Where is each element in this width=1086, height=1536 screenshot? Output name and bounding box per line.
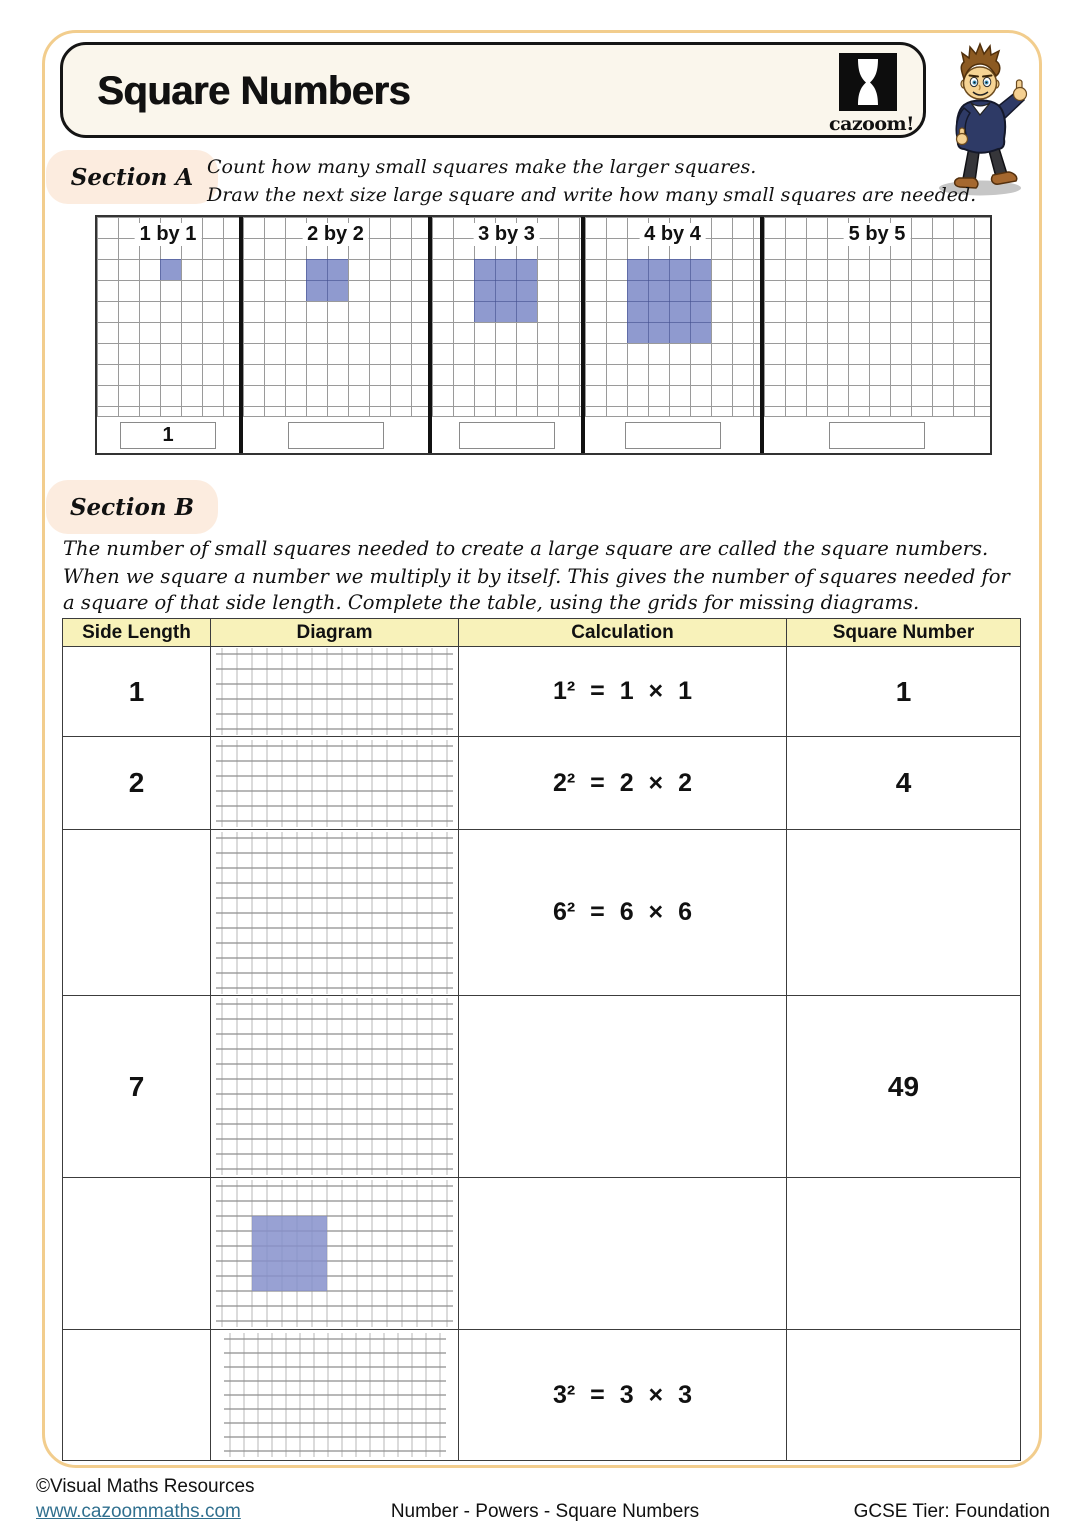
calculation-cell[interactable] [459, 1178, 787, 1330]
diagram-cell[interactable] [211, 1330, 459, 1461]
shaded-square [160, 259, 181, 280]
header-calculation: Calculation [459, 619, 787, 647]
table-row [63, 1178, 1021, 1330]
shaded-square [627, 259, 711, 343]
diagram-grid [211, 648, 458, 735]
panel-label: 2 by 2 [302, 223, 369, 246]
header-square-number: Square Number [787, 619, 1021, 647]
table-header-row [63, 619, 1021, 647]
side-length-cell[interactable] [63, 830, 211, 996]
grid-canvas [97, 217, 239, 416]
grid-panel-3by3 [428, 217, 581, 453]
section-a-instructions [207, 153, 976, 209]
side-length-cell[interactable] [63, 1330, 211, 1461]
square-number-cell[interactable] [787, 830, 1021, 996]
section-b-label: Section B [46, 480, 218, 534]
panel-label: 5 by 5 [844, 223, 911, 246]
instruction-line-1: Count how many small squares make the larger squares. [207, 156, 757, 178]
answer-strip [97, 416, 239, 453]
square-numbers-table [62, 618, 1021, 1461]
answer-box[interactable] [288, 422, 384, 449]
side-length-cell: 7 [63, 996, 211, 1178]
diagram-cell [211, 1178, 459, 1330]
diagram-grid [211, 1333, 458, 1457]
grid-panel-5by5 [760, 217, 990, 453]
section-a-grid [95, 215, 992, 455]
answer-strip [585, 416, 760, 453]
diagram-grid [211, 740, 458, 827]
side-length-cell[interactable] [63, 1178, 211, 1330]
side-length-cell: 1 [63, 647, 211, 737]
diagram-grid [211, 1180, 458, 1327]
diagram-cell[interactable] [211, 996, 459, 1178]
square-number-cell: 49 [787, 996, 1021, 1178]
grid-panel-2by2 [239, 217, 428, 453]
header-diagram: Diagram [211, 619, 459, 647]
answer-strip [764, 416, 990, 453]
panel-label: 3 by 3 [473, 223, 540, 246]
diagram-cell [211, 737, 459, 830]
diagram-grid [211, 832, 458, 994]
calculation-cell: 3² = 3 × 3 [459, 1330, 787, 1461]
side-length-cell: 2 [63, 737, 211, 830]
answer-strip [243, 416, 428, 453]
grid-panel-4by4 [581, 217, 760, 453]
calculation-cell[interactable] [459, 996, 787, 1178]
cazoom-logo [829, 53, 914, 135]
answer-strip [432, 416, 581, 453]
grid-panel-1by1 [97, 217, 239, 453]
footer-topic: Number - Powers - Square Numbers [390, 1501, 700, 1522]
website-link[interactable]: www.cazoommaths.com [36, 1501, 241, 1522]
panel-label: 1 by 1 [135, 223, 202, 246]
worksheet-header [60, 42, 926, 138]
calculation-cell: 6² = 6 × 6 [459, 830, 787, 996]
grid-canvas [585, 217, 760, 416]
table-row [63, 996, 1021, 1178]
instruction-line-2: Draw the next size large square and write how many small squares are needed. [207, 184, 977, 206]
page-title: Square Numbers [97, 69, 411, 113]
table-row [63, 647, 1021, 737]
shaded-square [474, 259, 537, 322]
footer-left [36, 1474, 255, 1524]
goblet-icon [839, 53, 897, 111]
diagram-grid [211, 998, 458, 1175]
answer-box[interactable] [829, 422, 925, 449]
logo-wordmark: cazoom! [829, 113, 914, 135]
table-row [63, 830, 1021, 996]
section-b-paragraph-2: When we square a number we multiply it by itself. This gives the number of squares needed for a square of that side length. Complete the table, using the grids for missing diagrams. [63, 565, 1010, 614]
calculation-cell: 2² = 2 × 2 [459, 737, 787, 830]
diagram-cell[interactable] [211, 830, 459, 996]
square-number-cell[interactable] [787, 1330, 1021, 1461]
diagram-cell [211, 647, 459, 737]
grid-canvas [764, 217, 990, 416]
section-b-paragraph-1: The number of small squares needed to create a large square are called the square numbers. [63, 537, 989, 560]
answer-box[interactable] [625, 422, 721, 449]
square-number-cell: 4 [787, 737, 1021, 830]
header-side-length: Side Length [63, 619, 211, 647]
table-row [63, 737, 1021, 830]
square-number-cell[interactable] [787, 1178, 1021, 1330]
grid-canvas [432, 217, 581, 416]
panel-label: 4 by 4 [639, 223, 706, 246]
section-a-label: Section A [46, 150, 218, 204]
copyright-text: ©Visual Maths Resources [36, 1476, 255, 1497]
grid-canvas [243, 217, 428, 416]
shaded-square [306, 259, 348, 301]
calculation-cell: 1² = 1 × 1 [459, 647, 787, 737]
answer-box[interactable] [459, 422, 555, 449]
square-number-cell: 1 [787, 647, 1021, 737]
table-row [63, 1330, 1021, 1461]
footer-tier: GCSE Tier: Foundation [853, 1501, 1050, 1522]
answer-box[interactable]: 1 [120, 422, 216, 449]
